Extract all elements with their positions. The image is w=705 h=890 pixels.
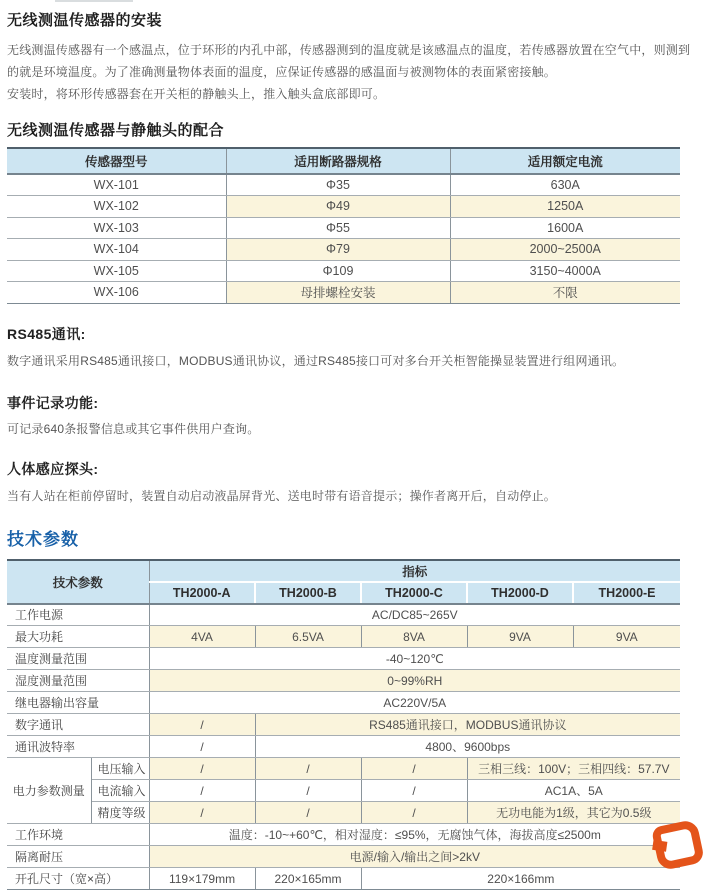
table-row — [7, 670, 680, 692]
table-cell: WX-106 — [7, 282, 226, 304]
table-cell: / — [149, 780, 255, 802]
sensor-match-table — [7, 147, 680, 304]
table-row — [7, 692, 680, 714]
table-row — [7, 648, 680, 670]
row-label: 隔离耐压 — [7, 846, 149, 868]
table-cell: Φ109 — [226, 260, 450, 282]
table-row — [7, 260, 680, 282]
rs485-section-body: 数字通讯采用RS485通讯接口，MODBUS通讯协议，通过RS485接口可对多台开关柜智能操显装置进行组网通讯。 — [7, 353, 680, 369]
table-cell: / — [149, 802, 255, 824]
row-label: 工作电源 — [7, 604, 149, 626]
row-label: 开孔尺寸（宽×高） — [7, 868, 149, 890]
table-cell: 无功电能为1级，其它为0.5级 — [467, 802, 680, 824]
table-row — [7, 626, 680, 648]
table-cell: / — [149, 736, 255, 758]
table-cell: Φ49 — [226, 196, 450, 218]
table-row — [7, 282, 680, 304]
table-cell: WX-101 — [7, 174, 226, 196]
table-cell: 630A — [450, 174, 680, 196]
table-cell: 不限 — [450, 282, 680, 304]
model-header-cell: TH2000-A — [149, 582, 255, 604]
table-row — [7, 758, 680, 780]
tech-params-table — [7, 559, 680, 890]
table-header-cell: 适用额定电流 — [450, 148, 680, 174]
table-row — [7, 714, 680, 736]
top-edge-artifact — [55, 0, 133, 2]
table-row — [7, 868, 680, 890]
table-cell: 3150~4000A — [450, 260, 680, 282]
table-cell: 9VA — [573, 626, 680, 648]
row-label: 数字通讯 — [7, 714, 149, 736]
model-header-cell: TH2000-D — [467, 582, 573, 604]
index-group-header: 指标 — [149, 560, 680, 582]
table-header-row — [7, 560, 680, 582]
table-cell: AC1A、5A — [467, 780, 680, 802]
install-paragraph — [7, 39, 680, 105]
tech-params-title: 技术参数 — [7, 525, 680, 550]
row-label: 湿度测量范围 — [7, 670, 149, 692]
table-cell: Φ79 — [226, 239, 450, 261]
table-cell: WX-103 — [7, 217, 226, 239]
table-cell: 温度：-10~+60℃，相对湿度：≤95%，无腐蚀气体，海拔高度≤2500m — [149, 824, 680, 846]
match-section-title: 无线测温传感器与静触头的配合 — [7, 119, 680, 140]
table-cell: 8VA — [361, 626, 467, 648]
table-cell: 三相三线：100V；三相四线：57.7V — [467, 758, 680, 780]
event-log-section-title: 事件记录功能: — [7, 393, 680, 413]
human-sensor-section-title: 人体感应探头: — [7, 459, 680, 479]
row-label: 温度测量范围 — [7, 648, 149, 670]
table-cell: / — [255, 780, 361, 802]
table-row — [7, 604, 680, 626]
table-cell: Φ55 — [226, 217, 450, 239]
table-cell: / — [149, 758, 255, 780]
model-header-cell: TH2000-B — [255, 582, 361, 604]
paragraph-line: 的就是环境温度。为了准确测量物体表面的温度，应保证传感器的感温面与被测物体的表面紧密接触。 — [7, 61, 680, 83]
row-label: 通讯波特率 — [7, 736, 149, 758]
table-cell: AC220V/5A — [149, 692, 680, 714]
table-cell: -40~120℃ — [149, 648, 680, 670]
table-header-row — [7, 148, 680, 174]
table-cell: 220×165mm — [255, 868, 361, 890]
human-sensor-section-body: 当有人站在柜前停留时，装置自动启动液晶屏背光、送电时带有语音提示；操作者离开后，自动停止。 — [7, 488, 680, 504]
table-cell: WX-105 — [7, 260, 226, 282]
paragraph-line: 无线测温传感器有一个感温点，位于环形的内孔中部，传感器测到的温度就是该感温点的温度，若传感器放置在空气中，则测到 — [7, 39, 680, 61]
table-row — [7, 174, 680, 196]
row-sublabel: 精度等级 — [91, 802, 149, 824]
event-log-section-body: 可记录640条报警信息或其它事件供用户查询。 — [7, 421, 680, 437]
row-label: 最大功耗 — [7, 626, 149, 648]
table-cell: 0~99%RH — [149, 670, 680, 692]
table-cell: WX-102 — [7, 196, 226, 218]
row-sublabel: 电压输入 — [91, 758, 149, 780]
rs485-section-title: RS485通讯: — [7, 324, 680, 344]
row-group-label: 电力参数测量 — [7, 758, 91, 824]
table-cell: 9VA — [467, 626, 573, 648]
table-cell: RS485通讯接口，MODBUS通讯协议 — [255, 714, 680, 736]
row-label: 工作环境 — [7, 824, 149, 846]
model-header-cell: TH2000-C — [361, 582, 467, 604]
table-cell: 2000~2500A — [450, 239, 680, 261]
table-cell: 4VA — [149, 626, 255, 648]
table-cell: 电源/输入/输出之间>2kV — [149, 846, 680, 868]
table-cell: / — [255, 758, 361, 780]
model-header-cell: TH2000-E — [573, 582, 680, 604]
table-cell: 6.5VA — [255, 626, 361, 648]
install-section-title: 无线测温传感器的安装 — [7, 0, 680, 30]
table-cell: / — [361, 780, 467, 802]
paragraph-line: 安装时，将环形传感器套在开关柜的静触头上，推入触头盒底部即可。 — [7, 83, 680, 105]
table-cell: 1250A — [450, 196, 680, 218]
table-row — [7, 802, 680, 824]
row-label: 继电器输出容量 — [7, 692, 149, 714]
brand-logo-fragment — [651, 819, 705, 872]
table-cell: WX-104 — [7, 239, 226, 261]
table-cell: 220×166mm — [361, 868, 680, 890]
table-header-cell: 传感器型号 — [7, 148, 226, 174]
table-row — [7, 824, 680, 846]
table-row — [7, 736, 680, 758]
table-cell: AC/DC85~265V — [149, 604, 680, 626]
table-row — [7, 217, 680, 239]
table-row — [7, 780, 680, 802]
table-cell: Φ35 — [226, 174, 450, 196]
table-row — [7, 846, 680, 868]
table-cell: 母排螺栓安装 — [226, 282, 450, 304]
table-row — [7, 196, 680, 218]
table-header-cell: 适用断路器规格 — [226, 148, 450, 174]
table-cell: / — [255, 802, 361, 824]
table-cell: / — [361, 758, 467, 780]
tech-params-corner-header: 技术参数 — [7, 560, 149, 604]
table-cell: 4800、9600bps — [255, 736, 680, 758]
table-cell: / — [149, 714, 255, 736]
table-cell: 1600A — [450, 217, 680, 239]
row-sublabel: 电流输入 — [91, 780, 149, 802]
table-row — [7, 239, 680, 261]
table-cell: 119×179mm — [149, 868, 255, 890]
table-cell: / — [361, 802, 467, 824]
